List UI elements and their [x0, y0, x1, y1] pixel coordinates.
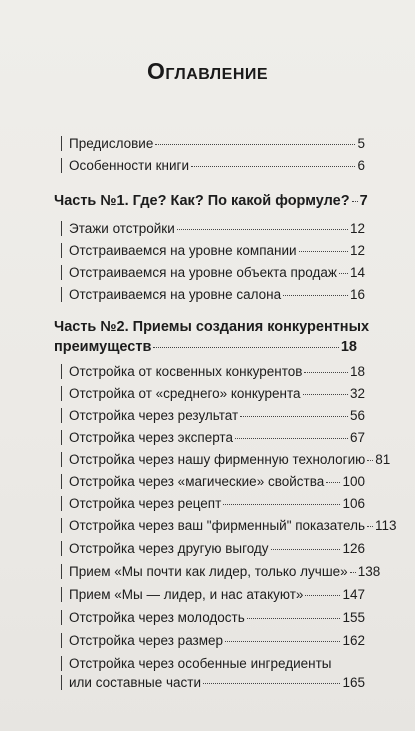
toc-entry-label: Отстраиваемся на уровне салона: [69, 287, 282, 302]
toc-entry-page: 155: [342, 610, 365, 625]
toc-entry[interactable]: [61, 496, 365, 511]
toc-entry-label: Отстройка через результат: [69, 408, 239, 423]
toc-entry-page: 81: [375, 452, 391, 467]
toc-entry[interactable]: [61, 587, 365, 602]
dot-leader: [299, 251, 348, 252]
toc-part-page: 18: [340, 339, 357, 355]
toc-entry[interactable]: [61, 287, 365, 302]
toc-entry-page: 5: [357, 136, 365, 151]
dot-leader: [153, 347, 338, 348]
toc-entry[interactable]: [61, 675, 365, 690]
toc-entry-page: 138: [357, 564, 381, 579]
toc-part-2[interactable]: [54, 339, 357, 355]
page-title: Оглавление: [146, 58, 269, 84]
toc-entry-label: Отстройка через размер: [69, 633, 224, 648]
dot-leader: [304, 372, 348, 373]
dot-leader: [225, 641, 340, 642]
dot-leader: [339, 273, 348, 274]
dot-leader: [283, 295, 348, 296]
dot-leader: [305, 595, 340, 596]
toc-entry-page: 162: [342, 633, 365, 648]
dot-leader: [177, 229, 348, 230]
toc-entry-label: Прием «Мы — лидер, и нас атакуют»: [69, 587, 304, 602]
dot-leader: [203, 683, 340, 684]
toc-entry-label: Предисловие: [69, 136, 154, 151]
dot-leader: [352, 201, 358, 202]
toc-entry[interactable]: [61, 265, 365, 280]
toc-entry-page: 18: [349, 364, 365, 379]
toc-entry-page: 147: [342, 587, 365, 602]
toc-entry-label: Отстройка через нашу фирменную технологию: [69, 452, 366, 467]
toc-entry[interactable]: [61, 408, 365, 423]
toc-entry-line1[interactable]: Отстройка через особенные ингредиенты: [61, 656, 365, 671]
toc-part-1[interactable]: [54, 193, 368, 209]
toc-part-label: Часть №1. Где? Как? По какой формуле?: [54, 193, 350, 209]
toc-entry[interactable]: [61, 221, 365, 236]
toc-entry[interactable]: [61, 474, 365, 489]
toc-entry[interactable]: [61, 430, 365, 445]
toc-entry-page: 14: [349, 265, 365, 280]
dot-leader: [191, 166, 355, 167]
toc-entry-page: 12: [349, 243, 365, 258]
toc-entry[interactable]: [61, 541, 365, 556]
toc-entry-label: Отстройка через другую выгоду: [69, 541, 269, 556]
dot-leader: [326, 482, 340, 483]
dot-leader: [271, 549, 341, 550]
toc-entry-page: 165: [342, 675, 365, 690]
toc-part-page: 7: [359, 193, 368, 209]
toc-entry[interactable]: [61, 386, 365, 401]
toc-entry-label: Особенности книги: [69, 158, 190, 173]
toc-entry-label: Отстройка от косвенных конкурентов: [69, 364, 303, 379]
toc-entry-page: 56: [349, 408, 365, 423]
dot-leader: [223, 504, 340, 505]
dot-leader: [367, 460, 373, 461]
toc-entry-label: Отстройка через «магические» свойства: [69, 474, 325, 489]
toc-entry-label: Отстройка через эксперта: [69, 430, 233, 445]
toc-entry-label: Отстраиваемся на уровне компании: [69, 243, 297, 258]
toc-entry-page: 6: [357, 158, 365, 173]
dot-leader: [247, 618, 341, 619]
toc-entry[interactable]: [61, 518, 397, 533]
toc-entry-page: 106: [342, 496, 365, 511]
toc-entry-page: 67: [349, 430, 365, 445]
toc-entry-label: Отстройка от «среднего» конкурента: [69, 386, 301, 401]
toc-entry-page: 16: [349, 287, 365, 302]
toc-part-label: преимуществ: [54, 339, 152, 355]
toc-entry-label: Отстраиваемся на уровне объекта продаж: [69, 265, 337, 280]
toc-entry[interactable]: [61, 243, 365, 258]
dot-leader: [303, 394, 348, 395]
toc-entry-label: или составные части: [69, 675, 202, 690]
toc-entry-page: 100: [342, 474, 365, 489]
toc-entry-label: Отстройка через ваш "фирменный" показатель: [69, 518, 366, 533]
toc-entry-label: Отстройка через молодость: [69, 610, 245, 625]
toc-entry-label: Прием «Мы почти как лидер, только лучше»: [69, 564, 348, 579]
dot-leader: [235, 438, 348, 439]
toc-entry-page: 113: [375, 518, 397, 533]
toc-part-2-line1[interactable]: Часть №2. Приемы создания конкурентных: [54, 319, 370, 335]
dot-leader: [350, 572, 356, 573]
toc-entry[interactable]: [61, 633, 365, 648]
toc-entry-book-features[interactable]: [61, 158, 365, 173]
dot-leader: [367, 526, 373, 527]
dot-leader: [240, 416, 348, 417]
toc-entry-preface[interactable]: [61, 136, 365, 151]
toc-entry-label: Этажи отстройки: [69, 221, 175, 236]
toc-entry-page: 12: [349, 221, 365, 236]
toc-entry-page: 126: [342, 541, 365, 556]
dot-leader: [155, 144, 355, 145]
toc-entry[interactable]: [61, 610, 365, 625]
toc-entry[interactable]: [61, 452, 391, 467]
toc-entry-page: 32: [349, 386, 365, 401]
toc-entry[interactable]: [61, 564, 381, 579]
toc-entry[interactable]: [61, 364, 365, 379]
toc-entry-label: Отстройка через рецепт: [69, 496, 222, 511]
